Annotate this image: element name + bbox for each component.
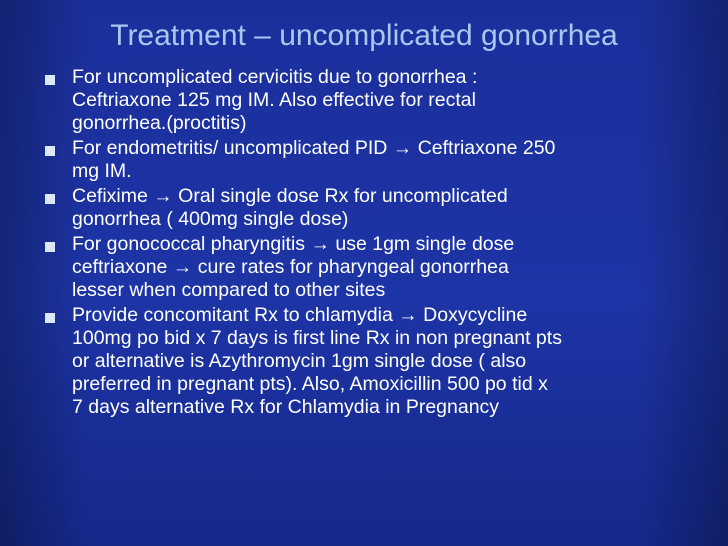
bullet-item	[45, 233, 700, 302]
square-bullet-icon	[45, 233, 72, 259]
square-bullet-icon	[45, 137, 72, 163]
bullet-text: For gonococcal pharyngitis → use 1gm single dose ceftriaxone → cure rates for pharyngeal gonorrhea lesser when compared to other sites	[72, 233, 515, 301]
square-bullet-icon	[45, 66, 72, 92]
bullet-item	[45, 66, 700, 135]
bullet-item	[45, 185, 700, 231]
bullet-text: Cefixime → Oral single dose Rx for uncomplicated gonorrhea ( 400mg single dose)	[72, 185, 508, 230]
bullet-item	[45, 304, 700, 419]
square-bullet-icon	[45, 185, 72, 211]
bullet-text: Provide concomitant Rx to chlamydia → Doxycycline 100mg po bid x 7 days is first line Rx in non pregnant pts or alternative is Azythromycin 1gm single dose ( also preferred in pregnant pts). Also, Amoxicillin 500 po tid x 7 days alternative Rx for Chlamydia in Pregnancy	[72, 304, 562, 418]
square-bullet-icon	[45, 304, 72, 330]
bullet-text: For endometritis/ uncomplicated PID → Ceftriaxone 250 mg IM.	[72, 137, 556, 182]
bullet-item	[45, 137, 700, 183]
bullet-text: For uncomplicated cervicitis due to gonorrhea : Ceftriaxone 125 mg IM. Also effective for rectal gonorrhea.(proctitis)	[72, 66, 478, 134]
bullet-list	[45, 66, 700, 419]
slide-title: Treatment – uncomplicated gonorrhea	[110, 19, 618, 52]
